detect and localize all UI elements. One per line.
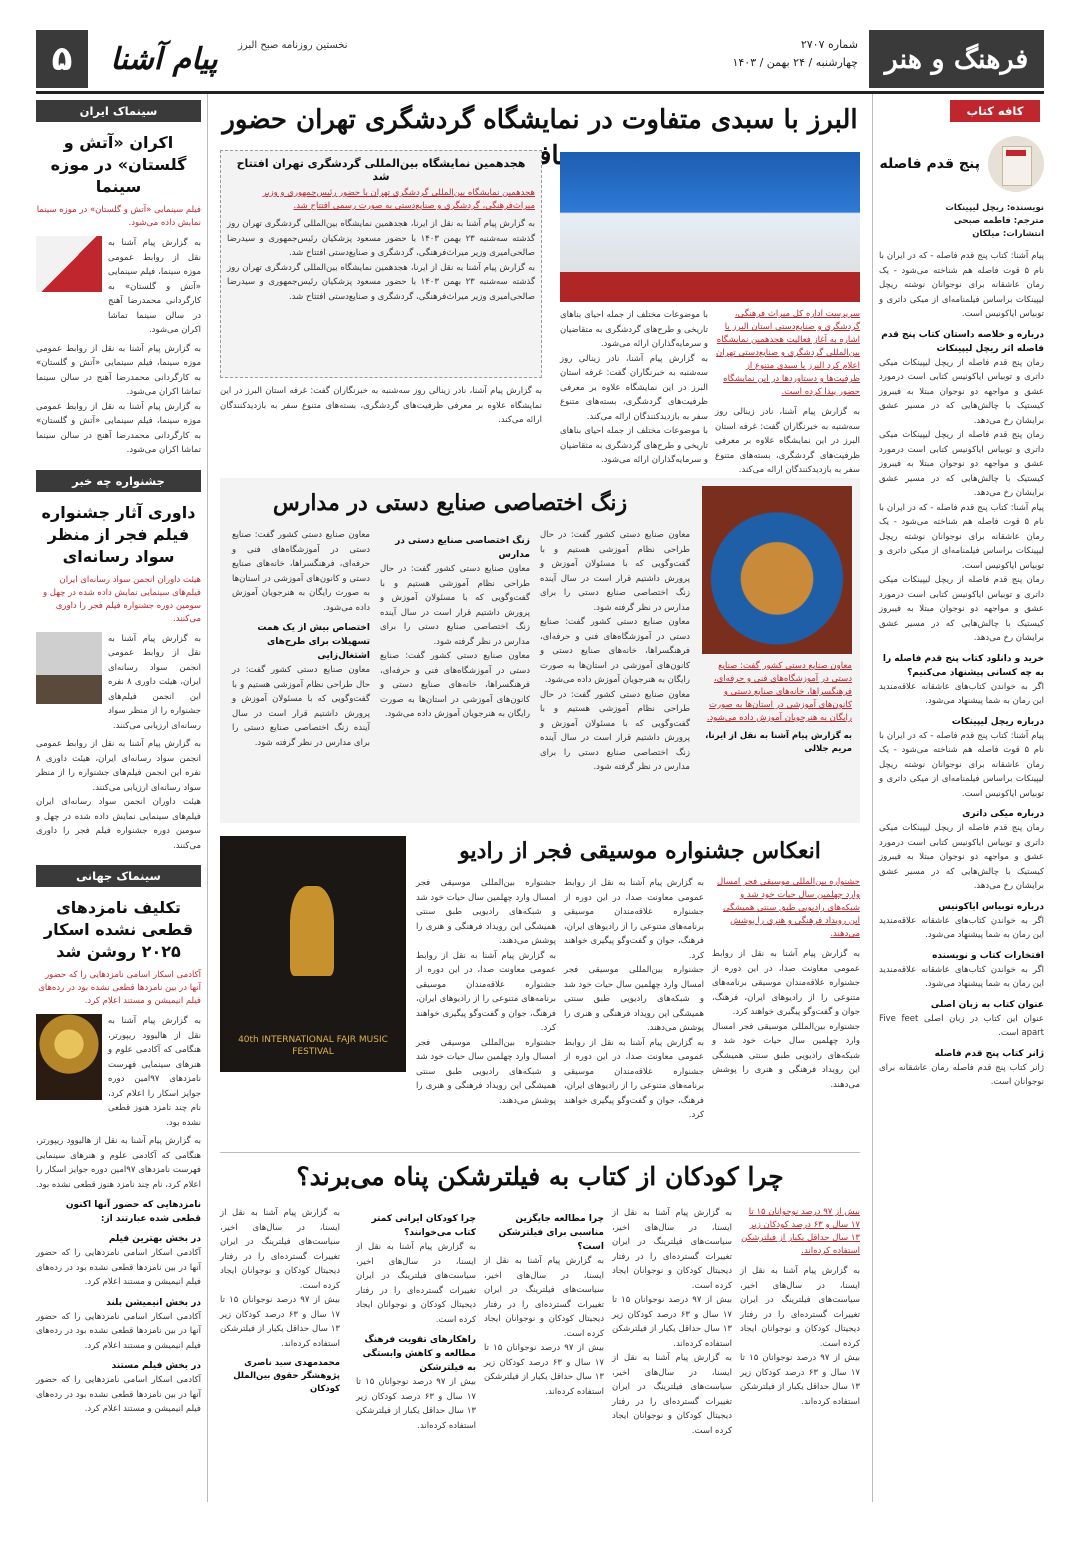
cinema-world-cat-documentary: در بخش فیلم مستند xyxy=(111,1361,201,1371)
festival-body-more-2: هیئت داوران انجمن سواد رسانه‌ای ایران فیلم‌های سینمایی نمایش داده شده در چهل و سومین دوره جشنواره فیلم فجر را داوری می‌کنند. xyxy=(36,797,201,851)
music-col-1 xyxy=(712,876,860,1092)
festival-lead: هیئت داوران انجمن سواد رسانه‌ای ایران فیلم‌های سینمایی نمایش داده شده در چهل و سومین دوره جشنواره فیلم فجر را داوری می‌کنند. xyxy=(42,574,201,624)
music-body-3: جشنواره بین‌المللی موسیقی فجر امسال وارد چهلمین سال حیات خود شد و شبکه‌های رادیویی طبق سنتی همیشگی این رویداد فرهنگی و هنری را پوشش می‌دهند. xyxy=(416,878,556,946)
music-body-2c: به گزارش پیام آشنا به نقل از روابط عمومی معاونت صدا، در این دوره از جشنواره علاقه‌مندان موسیقی برنامه‌های متنوعی را از رادیوهای ایران، فرهنگ، جوان و گفت‌وگو پیگیری خواهند کرد. xyxy=(564,1037,704,1120)
handicraft-body-3b: معاون صنایع دستی کشور گفت: در حال طراحی نظام آموزشی هستیم و با گفت‌وگویی که با مسئولان آموزش و پرورش داشتیم قرار است در سال آینده زنگ اختصاصی صنایع دستی را برای مدارس در نظر گرفته شود. xyxy=(232,665,370,748)
book-iaconis-bio: اگر به خواندن کتاب‌های عاشقانه علاقه‌مندید این رمان به شما پیشنهاد می‌شود. xyxy=(879,915,1044,940)
cinema-world-cat1-text: آکادمی اسکار اسامی نامزدهایی را که حضور آنها در بین نامزدها قطعی نشده بود در رده‌های فیلم انیمیشن و مستند اعلام کرد. xyxy=(36,1248,201,1287)
filter-sub-2: چرا کودکان ایرانی کمتر کتاب می‌خوانند؟ xyxy=(371,1214,476,1238)
music-col-3 xyxy=(416,876,556,1108)
book-credits xyxy=(879,202,1044,241)
book-subhead-original-title: عنوان کتاب به زبان اصلی xyxy=(930,999,1044,1010)
cinema-iran-body-more-2: به گزارش پیام آشنا به نقل از روابط عمومی موزه سینما، فیلم سینمایی «آتش و گلستان» به کارگردانی محمدرضا آهنج در سالن سینما تماشا اکران می‌شود. xyxy=(36,401,201,455)
book-section-label: کافه کتاب xyxy=(950,100,1040,122)
music-col-2 xyxy=(564,876,704,1123)
book-subhead-recommend: خرید و دانلود کتاب پنج قدم فاصله را به چه کسانی پیشنهاد می‌کنیم؟ xyxy=(882,653,1044,678)
tourism-caption: سرپرست اداره کل میراث فرهنگی، گردشگری و صنایع‌دستی استان البرز با اشاره به آغاز فعالیت هجدهمین نمایشگاه بین‌المللی گردشگری و صنایع‌دستی تهران اعلام کرد البرز با سبدی متنوع از ظرفیت‌ها و دستاوردها در این نمایشگاه حضور پیدا کرده است. xyxy=(716,309,860,397)
cinema-column xyxy=(36,94,208,1502)
filter-body-5: به گزارش پیام آشنا به نقل از ایسنا، در سال‌های اخیر، سیاست‌های فیلترینگ در ایران تغییرات گسترده‌ای را در رفتار دیجیتال کودکان و نوجوانان ایجاد کرده است. xyxy=(220,1208,340,1291)
book-summary-more-2: پیام آشنا: کتاب پنج قدم فاصله - که در ایران با نام ۵ قوت فاصله هم شناخته می‌شود - یک رمان عاشقانه برای نوجوانان نوشته ریچل لیپینکات براساس فیلمنامه‌ای از میکی داتری و توبیاس ایاکونیس است. xyxy=(879,502,1044,571)
book-column xyxy=(872,94,1044,1502)
book-cover-image xyxy=(988,136,1044,192)
cinema-world-lead: آکادمی اسکار اسامی نامزدهایی را که حضور آنها در بین نامزدها قطعی نشده بود در رده‌های فیلم انیمیشن و مستند اعلام کرد. xyxy=(38,970,201,1006)
book-awards: اگر به خواندن کتاب‌های عاشقانه علاقه‌مندید این رمان به شما پیشنهاد می‌شود. xyxy=(879,964,1044,989)
filter-body-5b: بیش از ۹۷ درصد نوجوانان ۱۵ تا ۱۷ سال و ۶۳ درصد کودکان زیر ۱۳ سال حداقل یکبار از فیلترشکن استفاده کرده‌اند. xyxy=(220,1295,340,1349)
cinema-world-list-head: نامزدهایی که حضور آنها اکنون قطعی شده عبارتند از: xyxy=(65,1200,201,1224)
filter-body-2b: بیش از ۹۷ درصد نوجوانان ۱۵ تا ۱۷ سال و ۶۳ درصد کودکان زیر ۱۳ سال حداقل یکبار از فیلترشکن استفاده کرده‌اند. xyxy=(612,1295,732,1349)
filter-col-1 xyxy=(740,1206,860,1409)
issue-number: شماره ۲۷۰۷ xyxy=(800,38,858,51)
handicraft-col-2 xyxy=(380,528,530,722)
book-summary-more-3: رمان پنج قدم فاصله از ریچل لیپینکات میکی داتری و توبیاس ایاکونیس کتابی است درمورد عشق و مواجهه دو نوجوان مبتلا به فیبروز کیستیک با چالش‌هایی که در مسیر عشق برایشان رخ می‌دهد. xyxy=(879,575,1044,643)
book-author-bio: پیام آشنا: کتاب پنج قدم فاصله - که در ایران با نام ۵ قوت فاصله هم شناخته می‌شود - یک رمان عاشقانه برای نوجوانان نوشته ریچل لیپینکات براساس فیلمنامه‌ای از میکی داتری و توبیاس ایاکونیس است. xyxy=(879,730,1044,799)
music-body-2b: جشنواره بین‌المللی موسیقی فجر امسال وارد چهلمین سال حیات خود شد و شبکه‌های رادیویی طبق سنتی همیشگی این رویداد فرهنگی و هنری را پوشش می‌دهند. xyxy=(564,965,704,1033)
cinema-world-cat3-text: آکادمی اسکار اسامی نامزدهایی را که حضور آنها در بین نامزدها قطعی نشده بود در رده‌های فیلم انیمیشن و مستند اعلام کرد. xyxy=(36,1375,201,1414)
tourism-body-3: به گزارش پیام آشنا، نادر زینالی روز سه‌شنبه به خبرنگاران گفت: غرفه استان البرز در این نمایشگاه علاوه بر معرفی ظرفیت‌های گردشگری، بسته‌های متنوع سفر به بازدیدکنندگان ارائه می‌کند. xyxy=(560,353,708,422)
tourism-body-2: با موضوعات مختلف از جمله احیای بناهای تاریخی و طرح‌های گردشگری به متقاضیان و سرمایه‌گذاران ارائه می‌شود. xyxy=(560,310,708,349)
book-daughtry-bio: رمان پنج قدم فاصله از ریچل لیپینکات میکی داتری و توبیاس ایاکونیس کتابی است درمورد عشق و مواجهه دو نوجوان مبتلا به فیبروز کیستیک با چالش‌هایی که در مسیر عشق برایشان رخ می‌دهد. xyxy=(879,823,1044,891)
opening-lead: هجدهمین نمایشگاه بین‌المللی گردشگری تهران با حضور رئیس‌جمهوری و وزیر میراث‌فرهنگی، گردشگری و صنایع‌دستی به صورت رسمی افتتاح شد. xyxy=(262,188,535,211)
handicraft-article xyxy=(220,478,860,823)
filter-col-2 xyxy=(612,1206,732,1438)
handicraft-body-3: معاون صنایع دستی کشور گفت: صنایع دستی در آموزشگاه‌های فنی و حرفه‌ای، فرهنگسراها، خانه‌های صنایع دستی و کانون‌های آموزشی در استان‌ها به صورت رایگان به هنرجویان آموزش داده می‌شود. xyxy=(232,530,370,613)
exhibition-opening-box xyxy=(220,150,542,378)
filter-sub-3: راهکارهای تقویت فرهنگ مطالعه و کاهش وابستگی به فیلترشکن xyxy=(362,1335,476,1373)
cinema-world-label: سینماک جهانی xyxy=(36,865,201,887)
music-body-2: به گزارش پیام آشنا به نقل از روابط عمومی معاونت صدا، در این دوره از جشنواره علاقه‌مندان موسیقی برنامه‌های متنوعی را از رادیوهای ایران، فرهنگ، جوان و گفت‌وگو پیگیری خواهند کرد. xyxy=(564,878,704,961)
cinema-iran-label: سینماک ایران xyxy=(36,100,201,122)
filter-sub-1: چرا مطالعه جایگزین مناسبی برای فیلترشکن است؟ xyxy=(498,1214,604,1252)
music-body-3c: جشنواره بین‌المللی موسیقی فجر امسال وارد چهلمین سال حیات خود شد و شبکه‌های رادیویی طبق سنتی همیشگی این رویداد فرهنگی و هنری را پوشش می‌دهند. xyxy=(416,1037,556,1106)
opening-body: به گزارش پیام آشنا به نقل از ایرنا، هجدهمین نمایشگاه بین‌المللی گردشگری تهران روز گذشته سه‌شنبه ۲۳ بهمن ۱۴۰۳ با حضور مسعود پزشکیان رئیس‌جمهوری و سیدرضا صالحی‌امیری وزیر میراث‌فرهنگی، گردشگری و صنایع‌دستی افتتاح شد. xyxy=(227,219,535,258)
music-festival-poster xyxy=(220,836,406,1072)
simorgh-bird-emblem xyxy=(290,886,334,976)
tourism-body-5: به گزارش پیام آشنا، نادر زینالی روز سه‌شنبه به خبرنگاران گفت: غرفه استان البرز در این نمایشگاه علاوه بر معرفی ظرفیت‌های گردشگری، بسته‌های متنوع سفر به بازدیدکنندگان ارائه می‌کند. xyxy=(220,386,542,425)
book-title: پنج قدم فاصله xyxy=(879,156,980,172)
book-intro: پیام آشنا: کتاب پنج قدم فاصله - که در ایران با نام ۵ قوت فاصله هم شناخته می‌شود - یک رمان عاشقانه برای نوجوانان نوشته ریچل لیپینکات براساس فیلمنامه‌ای از میکی داتری و توبیاس ایاکونیس است. xyxy=(879,251,1044,319)
cinema-iran-body: به گزارش پیام آشنا به نقل از روابط عمومی موزه سینما، فیلم سینمایی «آتش و گلستان» به کارگردانی محمدرضا آهنج در سالن سینما تماشا اکران می‌شود. xyxy=(108,238,201,335)
tourism-body-4: با موضوعات مختلف از جمله احیای بناهای تاریخی و طرح‌های گردشگری به متقاضیان و سرمایه‌گذاران ارائه می‌شود. xyxy=(560,426,708,465)
filter-col-3 xyxy=(484,1206,604,1399)
cinema-world-body: به گزارش پیام آشنا به نقل از هالیوود ریپورتر، هنگامی که آکادمی علوم و هنرهای سینمایی فهرست نامزدهای ۹۷امین دوره جوایز اسکار را اعلام کرد، نام چند نامزد هنوز قطعی نشده بود. xyxy=(108,1016,201,1128)
cinema-iran-body-more: به گزارش پیام آشنا به نقل از روابط عمومی موزه سینما، فیلم سینمایی «آتش و گلستان» به کارگردانی محمدرضا آهنج در سالن سینما تماشا اکران می‌شود. xyxy=(36,343,201,397)
handicraft-col-3 xyxy=(232,528,370,750)
festival-body: به گزارش پیام آشنا به نقل از روابط عمومی انجمن سواد رسانه‌ای ایران، هیئت داوری ۸ نفره این انجمن فیلم‌های جشنواره را از منظر سواد رسانه‌ای ارزیابی می‌کنند. xyxy=(108,633,201,731)
red-carpet xyxy=(560,272,860,302)
filter-col-5 xyxy=(220,1206,340,1396)
filter-body-1b: بیش از ۹۷ درصد نوجوانان ۱۵ تا ۱۷ سال و ۶۳ درصد کودکان زیر ۱۳ سال حداقل یکبار از فیلترشکن استفاده کرده‌اند. xyxy=(740,1353,860,1407)
tagline: نخستین روزنامه صبح البرز xyxy=(238,40,348,51)
section-title: فرهنگ و هنر xyxy=(869,30,1044,88)
book-subhead-summary: درباره و خلاصه داستان کتاب پنج قدم فاصله اثر ریچل لیپینکات xyxy=(881,329,1044,354)
filter-body-4b: بیش از ۹۷ درصد نوجوانان ۱۵ تا ۱۷ سال و ۶۳ درصد کودکان زیر ۱۳ سال حداقل یکبار از فیلترشکن استفاده کرده‌اند. xyxy=(356,1377,476,1431)
music-body-1b: جشنواره بین‌المللی موسیقی فجر امسال وارد چهلمین سال حیات خود شد و شبکه‌های رادیویی طبق سنتی همیشگی این رویداد فرهنگی و هنری را پوشش می‌دهند. xyxy=(712,1021,860,1090)
book-subhead-daughtry: درباره میکی داتری xyxy=(962,809,1044,819)
cinema-world-cat-best-film: در بخش بهترین فیلم xyxy=(108,1234,201,1244)
music-festival-article xyxy=(220,836,860,1136)
cinema-world-body-more: به گزارش پیام آشنا به نقل از هالیوود ریپورتر، هنگامی که آکادمی علوم و هنرهای سینمایی فهرست نامزدهای ۹۷امین دوره جوایز اسکار را اعلام کرد، نام چند نامزد هنوز قطعی نشده بود. xyxy=(35,1136,201,1190)
issue-date: چهارشنبه / ۲۴ بهمن / ۱۴۰۳ xyxy=(732,56,858,69)
opening-body-more: به گزارش پیام آشنا به نقل از ایرنا، هجدهمین نمایشگاه بین‌المللی گردشگری تهران روز گذشته سه‌شنبه ۲۳ بهمن ۱۴۰۳ با حضور مسعود پزشکیان رئیس‌جمهوری و سیدرضا صالحی‌امیری وزیر میراث‌فرهنگی، گردشگری و صنایع‌دستی افتتاح شد. xyxy=(227,262,535,302)
filter-headline: چرا کودکان از کتاب به فیلترشکن پناه می‌برند؟ xyxy=(296,1162,784,1191)
book-author: نویسنده: ریچل لیپینکات xyxy=(945,203,1044,213)
handicraft-caption: معاون صنایع دستی کشور گفت: صنایع دستی در آموزشگاه‌های فنی و حرفه‌ای، فرهنگسراها، خانه‌های صنایع دستی و کانون‌های آموزشی در استان‌ها به صورت رایگان به هنرجویان آموزش داده می‌شود. xyxy=(706,661,852,723)
music-body-1: به گزارش پیام آشنا به نقل از روابط عمومی معاونت صدا، در این دوره از جشنواره علاقه‌مندان موسیقی برنامه‌های متنوعی را از رادیوهای ایران، فرهنگ، جوان و گفت‌وگو پیگیری خواهند کرد. xyxy=(712,949,860,1017)
filter-lead: بیش از ۹۷ درصد نوجوانان ۱۵ تا ۱۷ سال و ۶۳ درصد کودکان زیر ۱۳ سال حداقل یکبار از فیلترشکن استفاده کرده‌اند. xyxy=(741,1207,860,1256)
book-header xyxy=(879,134,1044,194)
film-poster-image xyxy=(36,236,102,292)
handicraft-sub-1: زنگ اختصاصی صنایع دستی در مدارس xyxy=(395,536,530,560)
festival-body-more: به گزارش پیام آشنا به نقل از روابط عمومی انجمن سواد رسانه‌ای ایران، هیئت داوری ۸ نفره این انجمن فیلم‌های جشنواره را از منظر سواد رسانه‌ای ارزیابی می‌کنند. xyxy=(36,739,201,793)
book-translator: مترجم: فاطمه صبحی xyxy=(953,216,1044,226)
tourism-bottom-text xyxy=(220,384,542,428)
filter-body-1: به گزارش پیام آشنا به نقل از ایسنا، در سال‌های اخیر، سیاست‌های فیلترینگ در ایران تغییرات گسترده‌ای را در رفتار دیجیتال کودکان و نوجوانان ایجاد کرده است. xyxy=(740,1266,860,1349)
filter-body-2: به گزارش پیام آشنا به نقل از ایسنا، در سال‌های اخیر، سیاست‌های فیلترینگ در ایران تغییرات گسترده‌ای را در رفتار دیجیتال کودکان و نوجوانان ایجاد کرده است. xyxy=(612,1208,732,1291)
handicraft-sub-2: اختصاص بیش از یک همت تسهیلات برای طرح‌های اشتغال‌زایی xyxy=(257,623,370,661)
poster-caption: 40th INTERNATIONAL FAJR MUSIC FESTIVAL xyxy=(238,1035,388,1057)
filter-body-3b: بیش از ۹۷ درصد نوجوانان ۱۵ تا ۱۷ سال و ۶۳ درصد کودکان زیر ۱۳ سال حداقل یکبار از فیلترشکن استفاده کرده‌اند. xyxy=(484,1343,604,1397)
cinema-world-cat-animation: در بخش انیمیشن بلند xyxy=(106,1297,201,1308)
handicraft-body-1c: معاون صنایع دستی کشور گفت: در حال طراحی نظام آموزشی هستیم و با گفت‌وگویی که با مسئولان آموزش و پرورش داشتیم قرار است در سال آینده زنگ اختصاصی صنایع دستی را برای مدارس در نظر گرفته شود. xyxy=(540,689,690,772)
book-subhead-genre: ژانر کتاب پنج قدم فاصله xyxy=(934,1048,1044,1059)
filter-breaker-article xyxy=(220,1160,860,1500)
book-subhead-awards: افتخارات کتاب و نویسنده xyxy=(932,950,1044,961)
book-subhead-iaconis: درباره توبیاس ایاکونیس xyxy=(938,901,1044,912)
music-lead: جشنواره بین‌المللی موسیقی فجر امسال وارد چهلمین سال حیات خود شد و شبکه‌های رادیویی طبق سنتی همیشگی این رویداد فرهنگی و هنری را پوشش می‌دهند. xyxy=(716,877,860,939)
festival-headline: داوری آثار جشنواره فیلم فجر از منظر سواد رسانه‌ای xyxy=(41,502,196,566)
handicraft-body-2b: معاون صنایع دستی کشور گفت: صنایع دستی در آموزشگاه‌های فنی و حرفه‌ای، فرهنگسراها، خانه‌های صنایع دستی و کانون‌های آموزشی در استان‌ها به صورت رایگان به هنرجویان آموزش داده می‌شود. xyxy=(380,651,530,719)
cinema-world-cat2-text: آکادمی اسکار اسامی نامزدهایی را که حضور آنها در بین نامزدها قطعی نشده بود در رده‌های فیلم انیمیشن و مستند اعلام کرد. xyxy=(36,1311,201,1351)
handicraft-byline: به گزارش پیام آشنا به نقل از ایرنا، مریم جلالی xyxy=(705,731,852,754)
music-body-3b: به گزارش پیام آشنا به نقل از روابط عمومی معاونت صدا، در این دوره از جشنواره علاقه‌مندان موسیقی برنامه‌های متنوعی را از رادیوهای ایران، فرهنگ، جوان و گفت‌وگو پیگیری خواهند کرد. xyxy=(416,950,556,1033)
festival-label: جشنواره چه خبر xyxy=(36,470,201,492)
festival-photo xyxy=(36,632,102,704)
book-genre: ژانر کتاب پنج قدم فاصله رمان عاشقانه برای نوجوانان است. xyxy=(879,1062,1044,1087)
issue-info xyxy=(732,36,858,72)
section-divider xyxy=(220,1152,860,1153)
opening-title: هجدهمین نمایشگاه بین‌المللی گردشگری تهران افتتاح شد xyxy=(236,157,526,183)
main-content xyxy=(220,94,860,1502)
handicraft-headline: زنگ اختصاصی صنایع دستی در مدارس xyxy=(272,490,628,516)
filter-body-4: به گزارش پیام آشنا به نقل از ایسنا، در سال‌های اخیر، سیاست‌های فیلترینگ در ایران تغییرات گسترده‌ای را در رفتار دیجیتال کودکان و نوجوانان ایجاد کرده است. xyxy=(356,1242,476,1325)
handicraft-body-2: معاون صنایع دستی کشور گفت: در حال طراحی نظام آموزشی هستیم و با گفت‌وگویی که با مسئولان آموزش و پرورش داشتیم قرار است در سال آینده زنگ اختصاصی صنایع دستی را برای مدارس در نظر گرفته شود. xyxy=(380,564,530,647)
music-headline: انعکاس جشنواره موسیقی فجر از رادیو xyxy=(459,838,821,864)
tourism-text-col xyxy=(560,308,708,468)
filter-author: محمدمهدی سید ناصری پژوهشگر حقوق بین‌الملل کودکان xyxy=(233,1358,340,1394)
cinema-iran-headline: اکران «آتش و گلستان» در موزه سینما xyxy=(50,133,187,196)
handicraft-photo xyxy=(702,486,852,654)
filter-body-2c: به گزارش پیام آشنا به نقل از ایسنا، در سال‌های اخیر، سیاست‌های فیلترینگ در ایران تغییرات گسترده‌ای را در رفتار دیجیتال کودکان و نوجوانان ایجاد کرده است. xyxy=(612,1353,732,1436)
tourism-body-1: به گزارش پیام آشنا، نادر زینالی روز سه‌شنبه به خبرنگاران گفت: غرفه استان البرز در این نمایشگاه علاوه بر معرفی ظرفیت‌های گردشگری، بسته‌های متنوع سفر به بازدیدکنندگان ارائه می‌کند. xyxy=(715,407,860,475)
oscar-statue-photo xyxy=(36,1014,102,1100)
book-summary-more: رمان پنج قدم فاصله از ریچل لیپینکات میکی داتری و توبیاس ایاکونیس کتابی است درمورد عشق و مواجهه دو نوجوان مبتلا به فیبروز کیستیک با چالش‌هایی که در مسیر عشق برایشان رخ می‌دهد. xyxy=(879,430,1044,498)
newspaper-logo: پیام آشنا xyxy=(110,41,218,77)
handicraft-body-1b: معاون صنایع دستی کشور گفت: صنایع دستی در آموزشگاه‌های فنی و حرفه‌ای، فرهنگسراها، خانه‌های صنایع دستی و کانون‌های آموزشی در استان‌ها به صورت رایگان به هنرجویان آموزش داده می‌شود. xyxy=(540,617,690,685)
masthead xyxy=(36,30,1044,94)
book-recommend: اگر به خواندن کتاب‌های عاشقانه علاقه‌مندید این رمان به شما پیشنهاد می‌شود. xyxy=(879,681,1044,706)
filter-col-4 xyxy=(356,1206,476,1433)
cinema-iran-lead: فیلم سینمایی «آتش و گلستان» در موزه سینما نمایش داده می‌شود. xyxy=(36,205,201,228)
tourism-caption-col xyxy=(715,308,860,478)
filter-body-3: به گزارش پیام آشنا به نقل از ایسنا، در سال‌های اخیر، سیاست‌های فیلترینگ در ایران تغییرات گسترده‌ای را در رفتار دیجیتال کودکان و نوجوانان ایجاد کرده است. xyxy=(484,1256,604,1339)
handicraft-col-1 xyxy=(540,528,690,775)
book-publisher: انتشارات: میلکان xyxy=(972,229,1044,239)
page-number: ۵ xyxy=(36,30,88,88)
tourism-headline: البرز با سبدی متفاوت در نمایشگاه گردشگری تهران حضور xyxy=(222,105,858,135)
exhibition-booth-photo xyxy=(560,152,860,302)
book-subhead-author: درباره ریچل لیپینکات xyxy=(951,716,1044,727)
cinema-world-headline: تکلیف نامزدهای قطعی نشده اسکار ۲۰۲۵ روشن شد xyxy=(43,898,194,961)
book-original-title: عنوان این کتاب در زبان اصلی Five feet apart است. xyxy=(879,1013,1044,1038)
handicraft-body-1: معاون صنایع دستی کشور گفت: در حال طراحی نظام آموزشی هستیم و با گفت‌وگویی که با مسئولان آموزش و پرورش داشتیم قرار است در سال آینده زنگ اختصاصی صنایع دستی را برای مدارس در نظر گرفته شود. xyxy=(540,530,690,613)
book-summary: رمان پنج قدم فاصله از ریچل لیپینکات میکی داتری و توبیاس ایاکونیس کتابی است درمورد عشق و مواجهه دو نوجوان مبتلا به فیبروز کیستیک با چالش‌هایی که در مسیر عشق برایشان رخ می‌دهد. xyxy=(879,357,1044,426)
